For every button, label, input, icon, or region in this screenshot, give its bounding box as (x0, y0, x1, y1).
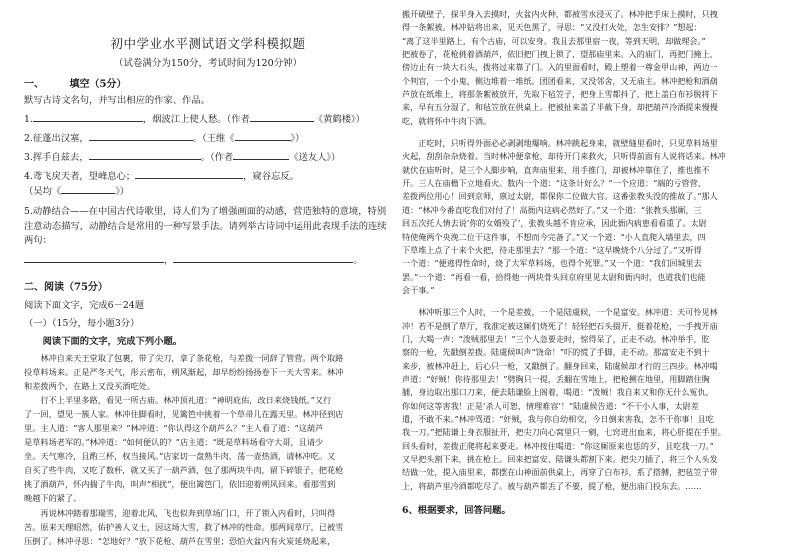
story-right-paragraph-3 (402, 306, 782, 493)
story-line: 脯，身边取出那口刀来，便去陆谦脸上阁着，喝道：“泼贼！我自来又和你无什么冤仇， (402, 387, 714, 398)
answer-blank[interactable] (24, 253, 164, 263)
story-line: 回头看时，差拨正爬将起来要走。林冲按住喝道：“你这厮原来也恁的歹，且吃我一刀。” (402, 440, 714, 451)
question-4-source: （吴均《 》） (24, 186, 130, 197)
story-line: 了一回，望见一簇人家。林冲住脚看时，见篱笆中挑着一个草帚儿在露天里。林冲径到店 (24, 408, 344, 419)
question-5-answer: ， 。 (24, 253, 392, 268)
story-line: 把被卷了，花枪挑着酒葫芦，依旧把门拽上锁了，望那庙里来。入的庙门，再把门掩上， (402, 49, 718, 60)
story-line: 开。三人在庙檐下立地看火。数内一个道：“这条计好么？”一个应道：“端的亏管营、 (402, 178, 706, 189)
story-line: 傍边止有一块大石头，拨将过来靠了门。入的里面看时，殿上塑着一尊金甲山神，两边一 (402, 62, 718, 73)
story-line: 声道：“好贼！你待那里去！”劈胸只一提，丢翻在雪地上，把枪搠在地里，用脚踏住胸 (402, 373, 710, 384)
story-line: 芦放在纸堆上，将那条絮被放开，先取下毡笠子，把身上雪都抖了，把上盖白布衫脱将下 (402, 89, 718, 100)
story-line: 你如何这等害我！正是‘杀人可恕，情理难容’！”陆虞候告道：“不干小人事，太尉差 (402, 400, 699, 411)
part1-instruction: 阅读下面的文字，完成下列小题。 (42, 335, 183, 347)
story-line: 和差拨两个，在路上又没买酒吃处。 (24, 380, 156, 391)
story-line: 差拨两位用心！回到京师，禀过太尉，都保你二位做大官。这番张教头没的推故了。”那人 (402, 191, 718, 202)
answer-blank[interactable] (235, 131, 291, 141)
story-line: 一个道：“便逃得性命时，烧了大军草料场，也得个死罪。”又一个道：“我们回城里去 (402, 258, 702, 269)
story-line: 林冲听那三个人时，一个是差拨，一个是陆虞候，一个是富安。林冲道：天可怜见林 (418, 307, 718, 318)
answer-blank[interactable] (33, 112, 143, 122)
story-line: 晚越下的紧了。 (24, 493, 82, 504)
story-line: 结做一处，提入庙里来，都摆在山神面前供桌上，再穿了白布衫，系了搭膊，把毡笠子带 (402, 467, 718, 478)
story-line: 吃，就将怀中牛肉下酒。 (402, 115, 492, 126)
story-line: 又早把头割下来，挑在枪上。回来把富安、陆谦头都割下来。把尖刀插了，将三个人头发 (402, 454, 718, 464)
story-line: 是草料场老军的。”林冲道：“如何便认的？”店主道：“既是草料场看守大哥，且请少 (24, 437, 324, 448)
story-line: 下草堆上点了十来个火把，待走那里去？”那一个道：“这早晚烧个八分过了。”又听得 (402, 244, 702, 255)
question-5-line: 5.动静结合——在中国古代诗歌里，诗人们为了增强画面的动感，营造独特的意境，特别 (24, 206, 387, 217)
story-line: 个判官，一个小鬼，侧边堆着一堆纸。团团看来，又没邻舍，又无庙主。林冲把枪和酒葫 (402, 75, 718, 86)
question-5-line: 两句： (24, 235, 52, 246)
story-right-paragraph-1 (402, 8, 782, 128)
section1-heading: 一、 填空（5分） (24, 79, 127, 90)
story-line: 来，早有五分湿了，和毡笠放在供桌上。把被扯来盖了半截下身，却把葫芦冷酒提来慢慢 (402, 102, 718, 113)
story-line: 挑了酒葫芦，怀内揣了牛肉，叫声“相扰”，便出篱笆门，依旧迎着朔风回来。看那雪到 (24, 479, 336, 490)
story-line: 火起，刮刮杂杂烧着。当时林冲便拿枪，却待开门来救火，只听得前面有人说将话来。林冲 (402, 151, 726, 162)
answer-blank[interactable] (233, 150, 289, 160)
question-3: 3.挥手自兹去， 。（作者 《送友人》） (24, 152, 341, 163)
story-line: 特使俺两个央浼二位干这件事，不想而今完备了。”又一个道：“小人直爬入墙里去，四 (402, 231, 706, 242)
story-line: 苦。原来天理昭然，佑护善人义士，因这场大雪，救了林冲的性命。那两间草厅，已被雪 (24, 521, 344, 532)
story-line: 道：“林冲今番直吃我们对付了！高衙内这病必然好了。”又一个道：“张教头那厮，三 (402, 204, 702, 215)
story-line: “离了这半里路上，有个古庙，可以安身。我且去那里宿一夜，等到天明，却做理会。” (402, 35, 706, 46)
question-4: 4.鸢飞戾天者，望峰息心； ，窥谷忘反。 (24, 171, 299, 182)
story-line: 冲！若不是倒了草厅，我准定被这厮们烧死了！轻轻把石头掇开，挺着花枪，一手拽开庙 (402, 320, 718, 331)
story-line: 遣，不敢不来。”林冲骂道：“奸贼，我与你自幼相交，今日倒来害我，怎不干你事！且吃 (402, 413, 714, 424)
section1-instruction: 默写古诗文名句，并写出相应的作家、作品。 (24, 95, 210, 106)
story-line: 察的一枪，先戳倒差拨。陆虞候叫声“饶命！”吓的慌了手脚，走不动。那富安走不到十 (402, 347, 710, 358)
story-line: 门，大喝一声：“泼贼那里去！”三个人急要走时，惊得呆了，正走不动。林冲举手，肐 (402, 333, 710, 344)
story-line: 自买了些牛肉，又吃了数杯，就又买了一葫芦酒，包了那两块牛肉，留下碎银子，把花枪 (24, 465, 344, 476)
story-line: 就伏在庙听时，是三个人脚步响，直奔庙里来，用手推门，却被林冲靠住了，推也推不 (402, 164, 710, 175)
story-line: 正吃时，只听得外面必必剥剥地爆响。林冲跳起身来，就壁缝里看时，只见草料场里 (418, 138, 718, 149)
story-right-paragraph-2 (402, 137, 782, 297)
story-line: 我一刀。”把陆谦上身衣服扯开，把尖刀向心窝里只一剜，七窍迸出血来，将心肝提在手里。 (402, 427, 726, 438)
answer-blank[interactable] (250, 112, 314, 122)
story-line: 林冲自来天王堂取了包裹，带了尖刀，拿了条花枪，与差拨一同辞了管营。两个取路 (40, 352, 344, 363)
story-line: 行不上半里多路，看见一所古庙。林冲顶礼道：“神明庇佑，改日来烧钱纸。”又行 (40, 394, 332, 405)
exam-title: 初中学业水平测试语文学科模拟题 (110, 36, 306, 51)
answer-blank[interactable] (135, 169, 243, 179)
question-2: 2.征蓬出汉塞， 。（王维《 》） (24, 133, 305, 144)
part1-heading: （一）（15分，每小题3分） (24, 317, 140, 329)
story-line: 来步，被林冲赶上，后心只一枪，又戳倒了。翻身回来，陆虞候却才行的三四步。林冲喝 (402, 360, 718, 371)
left-column (24, 0, 392, 548)
answer-blank[interactable] (89, 150, 201, 160)
story-line: 得一条絮被。林冲钻将出来，见天色黑了，寻思：“又没打火处，怎生安排？”想起： (402, 22, 702, 33)
question-5-line: 注意动态描写，动静结合是常用的一种写景手法。请列举古诗词中运用此表现手法的连续 (24, 220, 387, 232)
question-6-heading: 6、根据要求，回答问题。 (402, 505, 511, 517)
story-line: 回五次托人情去说‘你的女婿殁了’，张教头越不肯应承，因此衙内病患看看重了。太尉 (402, 218, 707, 229)
question-1: 1. ，烟波江上使人愁。（作者 《黄鹤楼》） (24, 114, 365, 125)
answer-blank[interactable] (89, 131, 193, 141)
story-line: 投草料场来。正是严冬天气，彤云密布，朔风渐起，却早纷纷扬扬卷下一天大雪来。林冲 (24, 366, 344, 377)
story-line: 罢。”一个道：“再看一看，拾得他一两块骨头回京府里见太尉和衙内时，也道我们也能 (402, 271, 706, 282)
answer-blank[interactable] (173, 253, 353, 263)
section2-heading: 二、阅读（75分） (24, 281, 108, 293)
story-line: 会干事。” (402, 284, 435, 295)
story-line: 里。主人道：“客人那里来？”林冲道：“你认得这个葫芦么？”主人看了道：“这葫芦 (24, 422, 324, 433)
story-line: 上，将葫芦里冷酒都吃尽了。被与葫芦都丢了不要，提了枪，便出庙门投东去。…… (402, 480, 702, 491)
story-left (24, 351, 392, 548)
exam-subtitle: （试卷满分为150分，考试时间为120分钟） (113, 58, 303, 69)
story-line: 压倒了。林冲寻思：“怎地好？”放下花枪、葫芦在雪里；恐怕火盆内有火炭延烧起来， (24, 535, 336, 546)
story-line: 搬开破壁子，探半身入去摸时，火盆内火种，都被雪水浸灭了。林冲把手床上摸时，只拽 (402, 9, 718, 19)
story-line: 坐。天气寒冷，且酌三杯，权当接风。”店家切一盘熟牛肉，荡一壶热酒，请林冲吃。又 (24, 451, 336, 462)
story-line: 再说林冲踏着那瑞雪，迎着北风，飞也似奔到草场门口，开了锁入内看时，只叫得 (40, 507, 336, 518)
section2-instruction: 阅读下面文字，完成6－24题 (24, 299, 145, 311)
right-column (402, 8, 782, 518)
answer-blank[interactable] (61, 184, 115, 194)
